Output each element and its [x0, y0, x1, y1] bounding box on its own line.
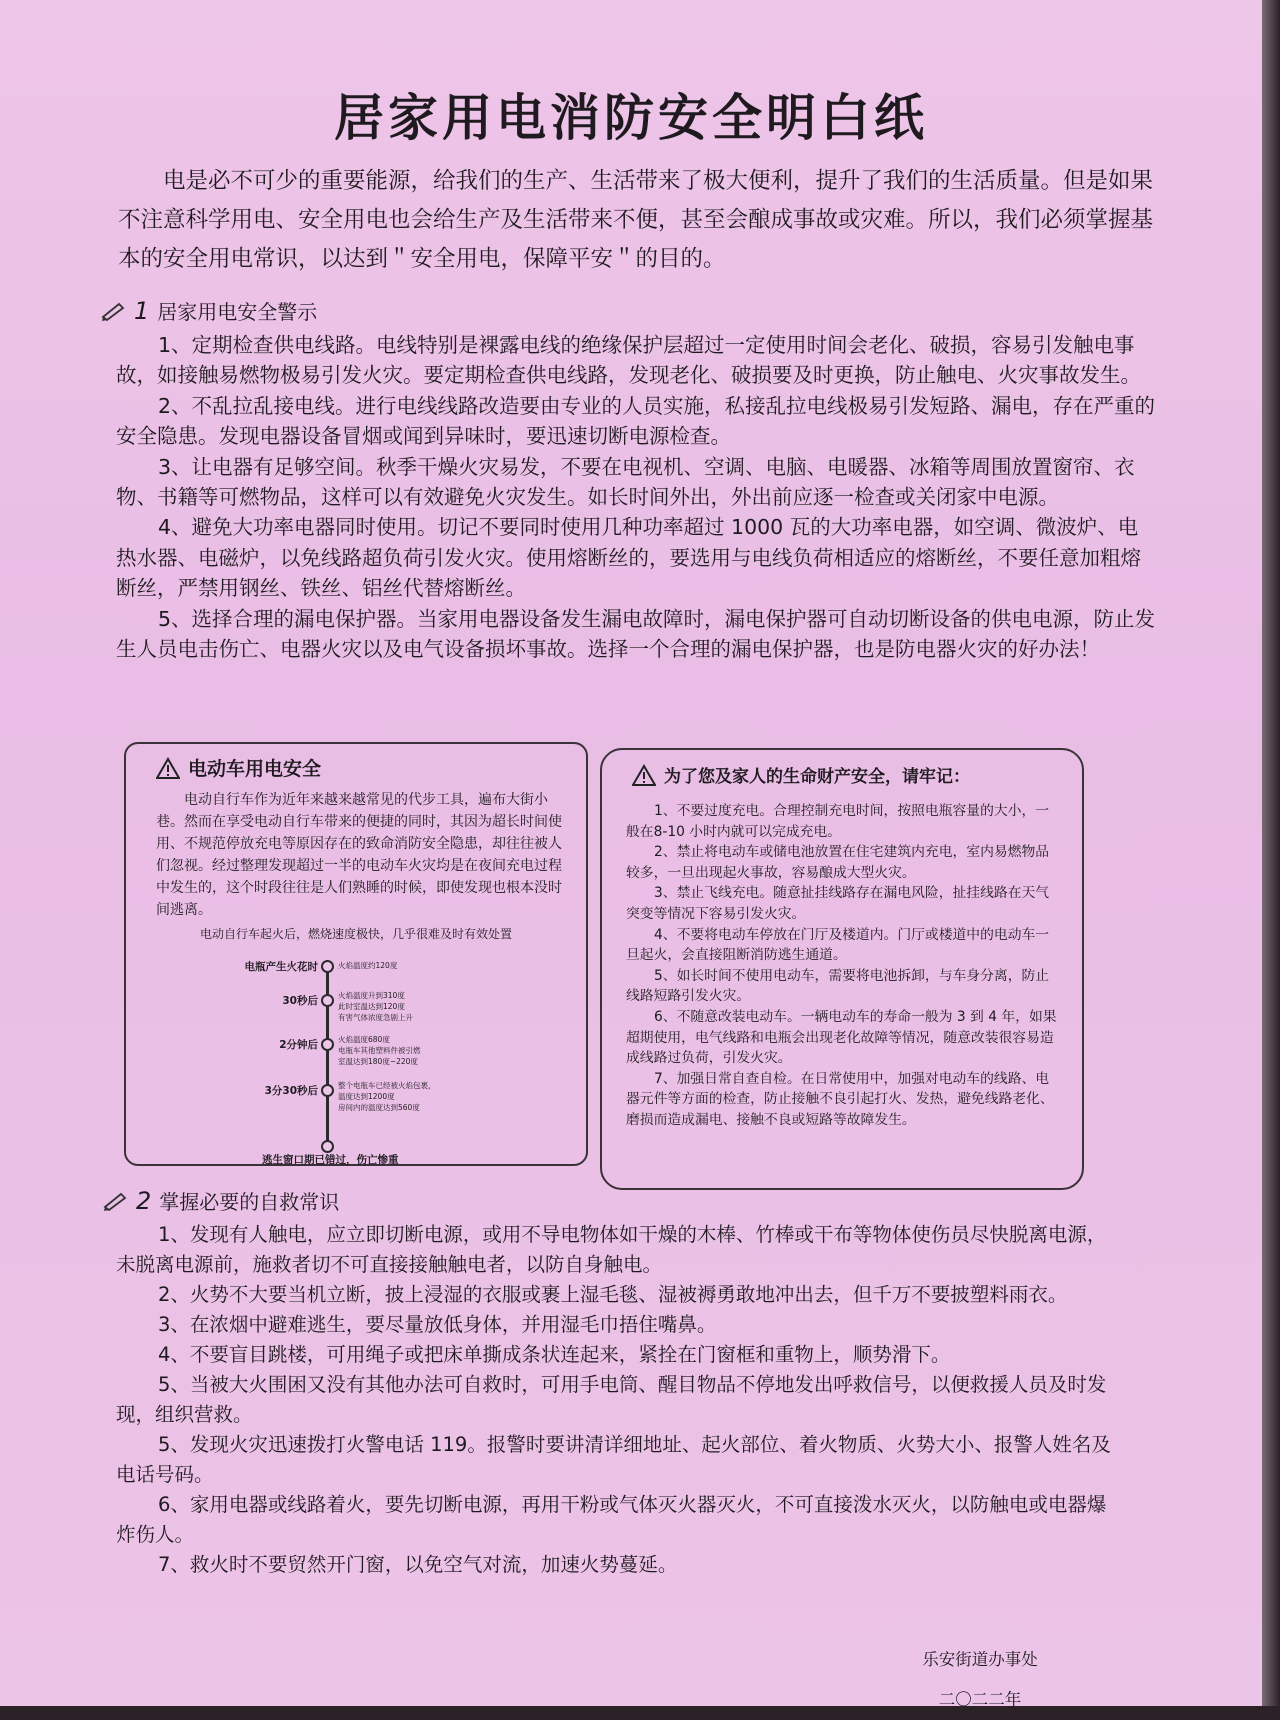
section2-item: 4、不要盲目跳楼，可用绳子或把床单撕成条状连起来，紧拴在门窗框和重物上，顺势滑下。	[158, 1343, 951, 1366]
ebike-panel-header	[126, 744, 586, 781]
remember-item: 5、如长时间不使用电动车，需要将电池拆卸，与车身分离，防止线路短路引发火灾。	[626, 967, 1050, 1005]
section1-list	[116, 330, 1156, 664]
timeline-caption: 电动自行车起火后，燃烧速度极快，几乎很难及时有效处置	[199, 927, 512, 941]
timeline-node	[321, 1038, 334, 1051]
warning-icon	[632, 764, 656, 786]
issue-year: 二〇二二年	[938, 1690, 1022, 1709]
section2-item: 2、火势不大要当机立断，披上浸湿的衣服或裹上湿毛毯、湿被褥勇敢地冲出去，但千万不要披塑料雨衣。	[158, 1283, 1068, 1306]
remember-panel-heading: 为了您及家人的生命财产安全，请牢记：	[664, 767, 970, 787]
section2-item: 3、在浓烟中避难逃生，要尽量放低身体，并用湿毛巾捂住嘴鼻。	[158, 1313, 717, 1336]
intro-paragraph: 电是必不可少的重要能源，给我们的生产、生活带来了极大便利，提升了我们的生活质量。但是如果不注意科学用电、安全用电也会给生产及生活带来不便，甚至会酿成事故或灾难。所以，我们必须掌握基本的安全用电常识，以达到＂安全用电，保障平安＂的目的。	[118, 168, 1154, 272]
timeline-stage-note: 火焰温度约120度	[338, 961, 398, 970]
ebike-panel-paragraph: 电动自行车作为近年来越来越常见的代步工具，遍布大街小巷。然而在享受电动自行车带来的便捷的同时，其因为超长时间使用、不规范停放充电等原因存在的致命消防安全隐患，却往往被人们忽视。经过整理发现超过一半的电动车火灾均是在夜间充电过程中发生的，这个时段往往是人们熟睡的时候，即使发现也根本没时间逃离。	[156, 792, 562, 918]
issuer-footer	[900, 1640, 1060, 1720]
timeline-stage-note: 火焰温度升到310度 此时室温达到120度 有害气体浓度急剧上升	[338, 991, 413, 1022]
remember-panel-list	[626, 801, 1060, 1131]
section1-item: 1、定期检查供电线路。电线特别是裸露电线的绝缘保护层超过一定使用时间会老化、破损，容易引发触电事故，如接触易燃物极易引发火灾。要定期检查供电线路，发现老化、破损要及时更换，防止触电、火灾事故发生。	[116, 333, 1141, 388]
section2-number: 2	[136, 1186, 152, 1215]
timeline-node	[321, 1084, 334, 1097]
remember-item: 1、不要过度充电。合理控制充电时间，按照电瓶容量的大小，一般在8-10 小时内就可以完成充电。	[626, 803, 1050, 840]
remember-item: 7、加强日常自查自检。在日常使用中，加强对电动车的线路、电器元件等方面的检查，防止接触不良引起打火、发热，避免线路老化、磨损而造成漏电、接触不良或短路等故障发生。	[626, 1070, 1054, 1128]
ebike-panel-heading: 电动车用电安全	[188, 758, 322, 780]
section2-item: 5、当被大火围困又没有其他办法可自救时，可用手电筒、醒目物品不停地发出呼救信号，以便救援人员及时发现，组织营救。	[116, 1373, 1107, 1426]
ebike-safety-panel	[124, 742, 588, 1166]
section1-heading: 居家用电安全警示	[157, 300, 318, 324]
section1-item: 2、不乱拉乱接电线。进行电线线路改造要由专业的人员实施，私接乱拉电线极易引发短路、漏电，存在严重的安全隐患。发现电器设备冒烟或闻到异味时，要迅速切断电源检查。	[116, 393, 1156, 449]
section1-number: 1	[134, 296, 150, 325]
timeline-node	[321, 994, 334, 1007]
timeline-stage-label: 30秒后	[282, 995, 318, 1007]
pencil-icon	[100, 301, 126, 321]
timeline-stage-note: 火焰温度680度 电瓶车其他塑料件被引燃 室温达到180度~220度	[338, 1035, 421, 1066]
warning-icon	[156, 757, 180, 779]
fire-timeline	[126, 954, 586, 1164]
remember-panel	[600, 748, 1084, 1190]
timeline-node	[321, 960, 334, 973]
timeline-stage-label: 电瓶产生火花时	[244, 961, 318, 973]
section2-item: 5、发现火灾迅速拨打火警电话 119。报警时要讲清详细地址、起火部位、着火物质、火势大小、报警人姓名及电话号码。	[116, 1433, 1111, 1486]
section1-header	[100, 296, 317, 325]
section2-item: 1、发现有人触电，应立即切断电源，或用不导电物体如干燥的木棒、竹棒或干布等物体使伤员尽快脱离电源，未脱离电源前，施救者切不可直接接触触电者，以防自身触电。	[116, 1223, 1107, 1276]
section2-list	[116, 1220, 1116, 1580]
remember-item: 6、不随意改装电动车。一辆电动车的寿命一般为 3 到 4 年，如果超期使用，电气线路和电瓶会出现老化故障等情况，随意改装很容易造成线路过负荷，引发火灾。	[626, 1008, 1057, 1067]
timeline-stage-label: 3分30秒后	[264, 1085, 318, 1097]
remember-item: 3、禁止飞线充电。随意扯挂线路存在漏电风险，扯挂线路在天气突变等情况下容易引发火灾。	[626, 885, 1050, 922]
pencil-icon	[102, 1191, 128, 1211]
issuer-name: 乐安街道办事处	[922, 1650, 1038, 1669]
timeline-stage-label: 逃生窗口期已错过，伤亡惨重	[262, 1154, 399, 1166]
section1-item: 3、让电器有足够空间。秋季干燥火灾易发，不要在电视机、空调、电脑、电暖器、冰箱等周围放置窗帘、衣物、书籍等可燃物品，这样可以有效避免火灾发生。如长时间外出，外出前应逐一检查或关闭家中电源。	[116, 454, 1135, 510]
remember-panel-header	[602, 750, 1082, 787]
section1-item: 4、避免大功率电器同时使用。切记不要同时使用几种功率超过 1000 瓦的大功率电器，如空调、微波炉、电热水器、电磁炉，以免线路超负荷引发火灾。使用熔断丝的，要选用与电线负荷相适应的熔断丝，不要任意加粗熔断丝，严禁用钢丝、铁丝、铝丝代替熔断丝。	[116, 515, 1141, 601]
timeline-stage-label: 2分钟后	[279, 1039, 318, 1051]
section2-header	[102, 1186, 339, 1215]
background-edge	[1262, 0, 1280, 1706]
timeline-axis	[326, 966, 329, 1142]
remember-item: 4、不要将电动车停放在门厅及楼道内。门厅或楼道中的电动车一旦起火，会直接阻断消防逃生通道。	[626, 926, 1050, 964]
section2-item: 6、家用电器或线路着火，要先切断电源，再用干粉或气体灭火器灭火，不可直接泼水灭火，以防触电或电器爆炸伤人。	[116, 1493, 1107, 1546]
remember-item: 2、禁止将电动车或储电池放置在住宅建筑内充电，室内易燃物品较多，一旦出现起火事故，容易酿成大型火灾。	[626, 844, 1050, 881]
timeline-stage-note: 整个电瓶车已经被火焰包裹， 温度达到1200度 房间内的温度达到560度	[338, 1081, 436, 1112]
page-title: 居家用电消防安全明白纸	[334, 88, 928, 147]
section1-item: 5、选择合理的漏电保护器。当家用电器设备发生漏电故障时，漏电保护器可自动切断设备的供电电源，防止发生人员电击伤亡、电器火灾以及电气设备损坏事故。选择一个合理的漏电保护器，也是防电器火灾的好办法！	[116, 606, 1156, 662]
section2-heading: 掌握必要的自救常识	[159, 1190, 340, 1214]
section2-item: 7、救火时不要贸然开门窗，以免空气对流，加速火势蔓延。	[158, 1553, 678, 1576]
ebike-panel-body	[156, 789, 564, 921]
